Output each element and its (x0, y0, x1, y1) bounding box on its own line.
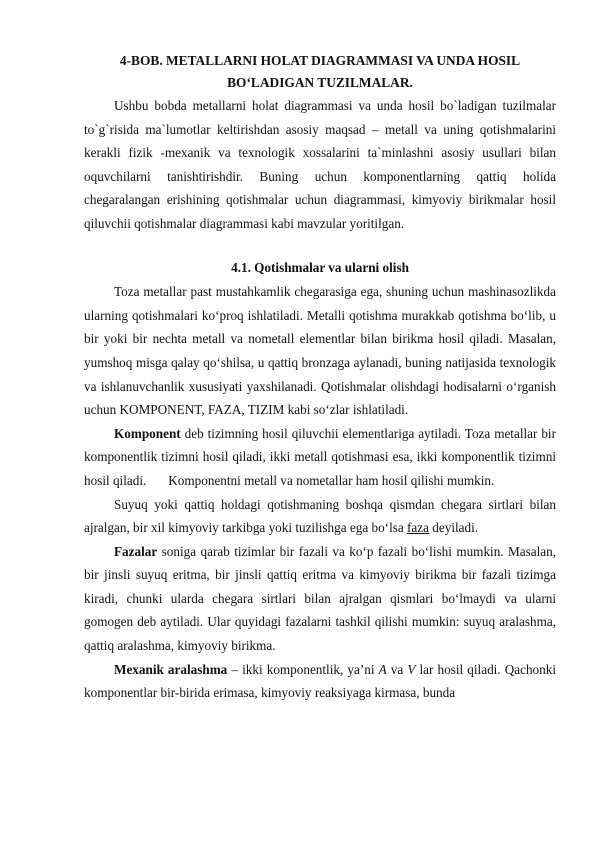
section-heading: 4.1. Qotishmalar va ularni olish (231, 259, 409, 275)
component-definition: deb tizimning hosil qiluvchii elementlariga aytiladi. Toza metallar bir komponentlik tizimni hosil qiladi, ikki metall qotishmasi esa, ikki komponentlik tizimni hosil qiladi. (84, 425, 556, 488)
term-phase: faza (407, 520, 429, 536)
phase-definition-end: deyiladi. (428, 520, 479, 536)
phases-text: soniga qarab tizimlar bir fazali va ko‘p fazali bo‘lishi mumkin. Masalan, bir jinsli suyuq eritma, bir jinsli qattiq eritma va kimyoviy birikma bir fazali tizimga kiradi, chunki ularda chegara sirtlari bilan ajralgan qismlari bo‘lmaydi va ularni gomogen deb aytiladi. Ular quyidagi fazalarni tashkil qilishi mumkin: suyuq aralashma, qattiq aralashma, kimyoviy birikma. (84, 543, 556, 654)
chapter-title-line-1: 4-BOB. METALLARNI HOLAT DIAGRAMMASI VA UNDA HOSIL (119, 53, 521, 68)
paragraph-phases (84, 540, 556, 658)
paragraph-mechanical-mixture (84, 658, 556, 705)
variable-v: V (407, 661, 416, 677)
paragraph-pure-metals: Toza metallar past mustahkamlik chegarasiga ega, shuning uchun mashinasozlikda ularning qotishmalari ko‘proq ishlatiladi. Metalli qotishma murakkab qotishma bo‘lib, u bir yoki bir nechta metall va nometall elementlar bilan birikma hosil qiladi. Masalan, yumshoq misga qalay qo‘shilsa, u qattiq bronzaga aylanadi, buning natijasida texnologik va ishlanuvchanlik xususiyati yaxshilanadi. Qotishmalar olishdagi hodisalarni o‘rganish uchun KOMPONENT, FAZA, TIZIM kabi so‘zlar ishlatiladi. (84, 284, 556, 418)
term-mechanical-mixture: Mexanik aralashma (114, 661, 228, 677)
intro-paragraph: Ushbu bobda metallarni holat diagrammasi va unda hosil bo`ladigan tuzilmalar to`g`risida ma`lumotlar keltirishdan asosiy maqsad – metall va uning qotishmalarini kerakli fizik -mexanik va texnologik xossalarini ta`minlashni asosiy usullari bilan oquvchilarni tanishtirishdir. Buning uchun komponentlarning qattiq holida chegaralangan erishining qotishmalar uchun diagrammasi, kimyoviy birikmalar hosil qiluvchii qotishmalar diagrammasi kabi mavzular yoritilgan. (84, 98, 556, 231)
paragraph-component (84, 422, 556, 493)
term-component: Komponent (114, 425, 181, 441)
term-phases: Fazalar (114, 543, 158, 559)
variable-a: A (378, 661, 387, 677)
phase-definition: Suyuq yoki qattiq holdagi qotishmaning boshqa qismdan chegara sirtlari bilan ajralgan, bir xil kimyoviy tarkibga yoki tuzilishga ega bo‘lsa (84, 496, 556, 536)
mixture-text-a: – ikki komponentlik, ya’ni (227, 661, 379, 677)
chapter-title (84, 50, 556, 94)
component-note: Komponentni metall va nometallar ham hosil qilishi mumkin. (168, 472, 495, 488)
document-page (84, 50, 556, 705)
chapter-title-line-2: BO‘LADIGAN TUZILMALAR. (227, 75, 413, 90)
paragraph-phase (84, 493, 556, 540)
mixture-text-b: va (386, 661, 408, 677)
mixture-text-c: lar hosil qiladi. Qachonki komponentlar bir-birida erimasa, kimyoviy reaksiyaga kirmasa, bunda (84, 661, 557, 701)
